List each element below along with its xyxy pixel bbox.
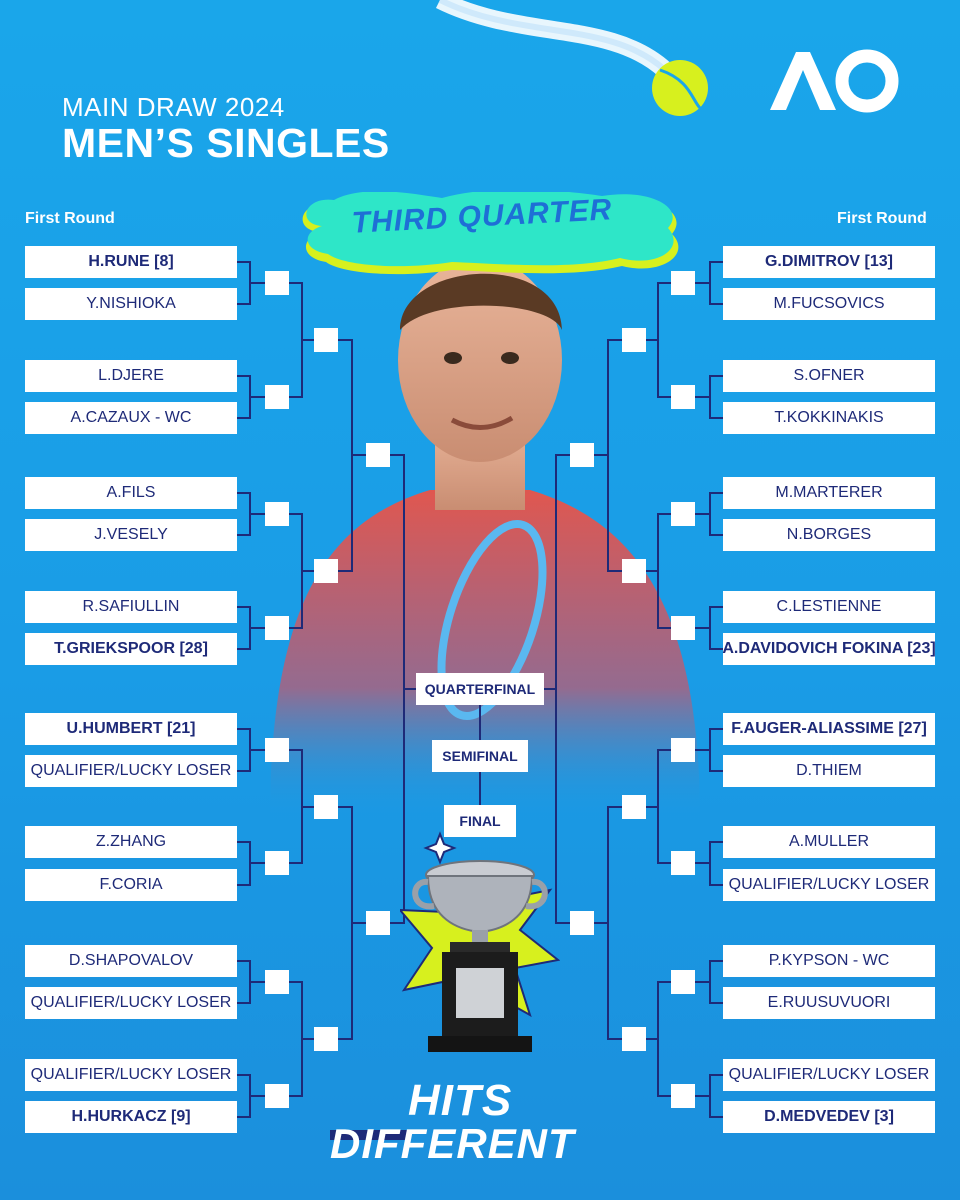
right-player-slot-15[interactable]: QUALIFIER/LUCKY LOSER bbox=[723, 1059, 935, 1091]
right-round3-box[interactable] bbox=[622, 795, 646, 819]
left-round2-box[interactable] bbox=[265, 970, 289, 994]
left-player-slot-12[interactable]: F.CORIA bbox=[25, 869, 237, 901]
left-player-slot-15[interactable]: QUALIFIER/LUCKY LOSER bbox=[25, 1059, 237, 1091]
trophy-icon bbox=[400, 830, 560, 1060]
right-round2-box[interactable] bbox=[671, 502, 695, 526]
right-player-slot-16[interactable]: D.MEDVEDEV [3] bbox=[723, 1101, 935, 1133]
right-player-slot-14[interactable]: E.RUUSUVUORI bbox=[723, 987, 935, 1019]
semifinal-label[interactable]: SEMIFINAL bbox=[432, 740, 528, 772]
right-player-slot-10[interactable]: D.THIEM bbox=[723, 755, 935, 787]
left-round3-box[interactable] bbox=[314, 795, 338, 819]
right-round2-box[interactable] bbox=[671, 738, 695, 762]
left-player-slot-6[interactable]: J.VESELY bbox=[25, 519, 237, 551]
left-round2-box[interactable] bbox=[265, 271, 289, 295]
right-round2-box[interactable] bbox=[671, 385, 695, 409]
left-player-slot-13[interactable]: D.SHAPOVALOV bbox=[25, 945, 237, 977]
quarterfinal-label[interactable]: QUARTERFINAL bbox=[416, 673, 544, 705]
right-round3-box[interactable] bbox=[622, 559, 646, 583]
right-player-slot-1[interactable]: G.DIMITROV [13] bbox=[723, 246, 935, 278]
left-player-slot-10[interactable]: QUALIFIER/LUCKY LOSER bbox=[25, 755, 237, 787]
left-player-slot-7[interactable]: R.SAFIULLIN bbox=[25, 591, 237, 623]
left-round4-box[interactable] bbox=[366, 911, 390, 935]
tagline-line2: DIFFERENT bbox=[330, 1120, 575, 1167]
right-player-slot-12[interactable]: QUALIFIER/LUCKY LOSER bbox=[723, 869, 935, 901]
draw-title: MEN’S SINGLES bbox=[62, 120, 390, 166]
left-player-slot-11[interactable]: Z.ZHANG bbox=[25, 826, 237, 858]
left-player-slot-14[interactable]: QUALIFIER/LUCKY LOSER bbox=[25, 987, 237, 1019]
left-player-slot-1[interactable]: H.RUNE [8] bbox=[25, 246, 237, 278]
final-label[interactable]: FINAL bbox=[444, 805, 516, 837]
left-round3-box[interactable] bbox=[314, 328, 338, 352]
right-round2-box[interactable] bbox=[671, 271, 695, 295]
left-player-slot-9[interactable]: U.HUMBERT [21] bbox=[25, 713, 237, 745]
left-round2-box[interactable] bbox=[265, 1084, 289, 1108]
right-player-slot-8[interactable]: A.DAVIDOVICH FOKINA [23] bbox=[723, 633, 935, 665]
left-round2-box[interactable] bbox=[265, 502, 289, 526]
right-player-slot-5[interactable]: M.MARTERER bbox=[723, 477, 935, 509]
left-round3-box[interactable] bbox=[314, 1027, 338, 1051]
left-player-slot-8[interactable]: T.GRIEKSPOOR [28] bbox=[25, 633, 237, 665]
right-round2-box[interactable] bbox=[671, 851, 695, 875]
left-player-slot-5[interactable]: A.FILS bbox=[25, 477, 237, 509]
right-player-slot-2[interactable]: M.FUCSOVICS bbox=[723, 288, 935, 320]
left-player-slot-3[interactable]: L.DJERE bbox=[25, 360, 237, 392]
third-quarter-label: THIRD QUARTER bbox=[350, 193, 614, 240]
left-round-label: First Round bbox=[25, 210, 115, 227]
right-player-slot-4[interactable]: T.KOKKINAKIS bbox=[723, 402, 935, 434]
left-round2-box[interactable] bbox=[265, 851, 289, 875]
right-player-slot-13[interactable]: P.KYPSON - WC bbox=[723, 945, 935, 977]
right-player-slot-6[interactable]: N.BORGES bbox=[723, 519, 935, 551]
right-round3-box[interactable] bbox=[622, 1027, 646, 1051]
left-player-slot-2[interactable]: Y.NISHIOKA bbox=[25, 288, 237, 320]
left-round2-box[interactable] bbox=[265, 616, 289, 640]
left-round4-box[interactable] bbox=[366, 443, 390, 467]
tagline-line1: HITS bbox=[408, 1076, 513, 1125]
left-player-slot-4[interactable]: A.CAZAUX - WC bbox=[25, 402, 237, 434]
right-player-slot-11[interactable]: A.MULLER bbox=[723, 826, 935, 858]
left-round2-box[interactable] bbox=[265, 738, 289, 762]
left-round3-box[interactable] bbox=[314, 559, 338, 583]
right-round4-box[interactable] bbox=[570, 443, 594, 467]
right-round2-box[interactable] bbox=[671, 616, 695, 640]
right-round2-box[interactable] bbox=[671, 970, 695, 994]
right-player-slot-3[interactable]: S.OFNER bbox=[723, 360, 935, 392]
left-round2-box[interactable] bbox=[265, 385, 289, 409]
right-round3-box[interactable] bbox=[622, 328, 646, 352]
right-round2-box[interactable] bbox=[671, 1084, 695, 1108]
right-player-slot-7[interactable]: C.LESTIENNE bbox=[723, 591, 935, 623]
right-round-label: First Round bbox=[837, 210, 927, 227]
draw-subtitle: MAIN DRAW 2024 bbox=[62, 92, 285, 122]
right-player-slot-9[interactable]: F.AUGER-ALIASSIME [27] bbox=[723, 713, 935, 745]
right-round4-box[interactable] bbox=[570, 911, 594, 935]
left-player-slot-16[interactable]: H.HURKACZ [9] bbox=[25, 1101, 237, 1133]
